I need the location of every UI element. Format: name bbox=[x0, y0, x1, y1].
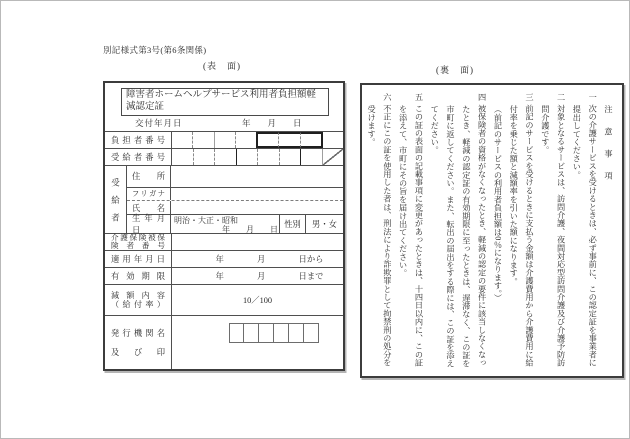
issuer-label: 発行機関名 及 び 印 bbox=[105, 316, 172, 369]
reduction-label: 減額内容 （給付率） bbox=[105, 285, 172, 315]
furigana-label: フリガナ bbox=[127, 188, 171, 201]
certificate-back-card bbox=[360, 83, 624, 378]
digit-cell bbox=[300, 149, 322, 165]
note-marker: 二 bbox=[556, 93, 566, 102]
sex-options: 男・女 bbox=[305, 215, 343, 233]
digit-cell-boxed bbox=[256, 132, 278, 148]
address-value bbox=[171, 166, 343, 187]
stamp-cell bbox=[259, 323, 274, 343]
note-item-6 bbox=[363, 93, 395, 372]
note-text: （前記のサービスの利用者負担額は0％になります。） bbox=[493, 105, 503, 302]
name-label: 氏 名 bbox=[127, 201, 171, 214]
note-marker: 三 bbox=[525, 93, 535, 102]
stamp-cell bbox=[304, 323, 319, 343]
furigana-value bbox=[171, 188, 343, 201]
apply-date-label: 適用年月日 bbox=[105, 251, 172, 267]
issuer-row bbox=[105, 315, 343, 369]
note-text: 被保険者の資格がなくなったとき、軽減の認定の要件に該当しなくなったとき、軽減の認定証の有効期限に至ったときは、遅滞なく、この証を市町に返してください。また、転出の届出をする際には、この証を添えてください。 bbox=[430, 104, 487, 368]
notes-title: 注 意 事 項 bbox=[604, 105, 613, 183]
certificate-title: 障害者ホームヘルプサービス利用者負担額軽減認定証 bbox=[121, 88, 329, 116]
reduction-row bbox=[105, 284, 343, 315]
digit-cell bbox=[214, 132, 235, 148]
note-marker: 一 bbox=[588, 93, 598, 102]
certificate-front-card bbox=[103, 81, 345, 371]
digit-cell bbox=[193, 149, 215, 165]
note-text: 次の介護サービスを受けるときは、必ず事前に、この認定証を事業者に提出してください。 bbox=[572, 104, 598, 367]
apply-date-value: 年 月 日から bbox=[215, 255, 324, 264]
form-reference: 別記様式第3号(第6条関係) bbox=[103, 45, 207, 55]
note-item-5 bbox=[395, 93, 427, 372]
digit-cell bbox=[257, 149, 279, 165]
note-item-3-parenthetical bbox=[490, 105, 506, 372]
payer-number-grid bbox=[172, 132, 343, 148]
address-label: 住 所 bbox=[127, 166, 171, 187]
issue-date-row bbox=[105, 115, 343, 131]
era-options: 明治・大正・昭和 bbox=[174, 215, 238, 225]
expiry-date-row bbox=[105, 267, 343, 284]
stamp-cell-strip bbox=[229, 323, 319, 343]
front-table bbox=[105, 131, 343, 369]
note-marker: 五 bbox=[414, 93, 424, 102]
note-item-2 bbox=[537, 93, 569, 372]
front-side-label: (表 面) bbox=[203, 61, 241, 71]
digit-cell bbox=[192, 132, 213, 148]
recipient-number-label: 受給者番号 bbox=[105, 149, 172, 165]
apply-date-row bbox=[105, 250, 343, 267]
stamp-cell bbox=[274, 323, 289, 343]
digit-cell-boxed bbox=[278, 132, 299, 148]
digit-cell bbox=[235, 132, 256, 148]
note-text: 不正にこの証を使用した者は、刑法により詐欺罪として拘禁刑の処分を受けます。 bbox=[367, 104, 392, 367]
note-item-3 bbox=[505, 93, 537, 372]
birthdate-row bbox=[127, 214, 343, 233]
birthdate-label: 生年月日 bbox=[127, 215, 171, 233]
reduction-value: 10／100 bbox=[242, 296, 273, 305]
note-text: 前記のサービスを受けるときに支払う金額は介護費用から介護費用に給付率を乗じた額と減額率を引いた額になります。 bbox=[509, 104, 535, 367]
recipient-number-grid bbox=[172, 149, 343, 165]
note-item-4 bbox=[426, 93, 489, 372]
recipient-number-row bbox=[105, 148, 343, 165]
digit-cell-slashed bbox=[322, 149, 344, 165]
recipient-group bbox=[105, 165, 343, 233]
payer-number-row bbox=[105, 131, 343, 148]
birthdate-value bbox=[171, 215, 279, 233]
payer-number-label: 負担者番号 bbox=[105, 132, 172, 148]
birthdate-ymd: 年 月 日 bbox=[222, 224, 278, 234]
stamp-cell bbox=[244, 323, 259, 343]
recipient-group-label: 受給者 bbox=[105, 166, 127, 233]
note-item-1 bbox=[569, 93, 601, 372]
issue-date-ymd: 年 月 日 bbox=[242, 118, 302, 128]
note-text: この証の表面の記載事項に変更があったときは、十四日以内に、この証を添えて、市町にその旨を届け出てください。 bbox=[398, 104, 424, 367]
back-side-label: (裏 面) bbox=[436, 65, 474, 75]
stamp-cell bbox=[289, 323, 304, 343]
insurance-number-label: 介護保険被保 険者番号 bbox=[105, 234, 172, 250]
digit-cell bbox=[214, 149, 236, 165]
notes-text bbox=[364, 93, 616, 372]
insurance-number-value bbox=[172, 234, 343, 250]
digit-cell bbox=[279, 149, 301, 165]
sex-label: 性別 bbox=[279, 215, 305, 233]
digit-cell bbox=[321, 132, 343, 148]
note-marker: 四 bbox=[477, 93, 487, 102]
furigana-row bbox=[127, 187, 343, 201]
expiry-date-label: 有効期限 bbox=[105, 268, 172, 284]
insurance-number-row bbox=[105, 233, 343, 250]
expiry-date-value: 年 月 日まで bbox=[215, 272, 324, 281]
note-text: 対象となるサービスは、訪問介護、夜間対応型訪問介護及び介護予防訪問介護です。 bbox=[540, 104, 566, 367]
address-row bbox=[127, 166, 343, 187]
note-marker: 六 bbox=[382, 93, 392, 102]
digit-cell bbox=[236, 149, 258, 165]
issuer-value bbox=[172, 316, 343, 369]
issue-date-label: 交付年月日 bbox=[135, 118, 183, 128]
stamp-cell bbox=[229, 323, 244, 343]
name-value bbox=[171, 201, 343, 214]
digit-cell-boxed bbox=[300, 132, 321, 148]
digit-cell bbox=[172, 132, 192, 148]
digit-cell bbox=[172, 149, 193, 165]
